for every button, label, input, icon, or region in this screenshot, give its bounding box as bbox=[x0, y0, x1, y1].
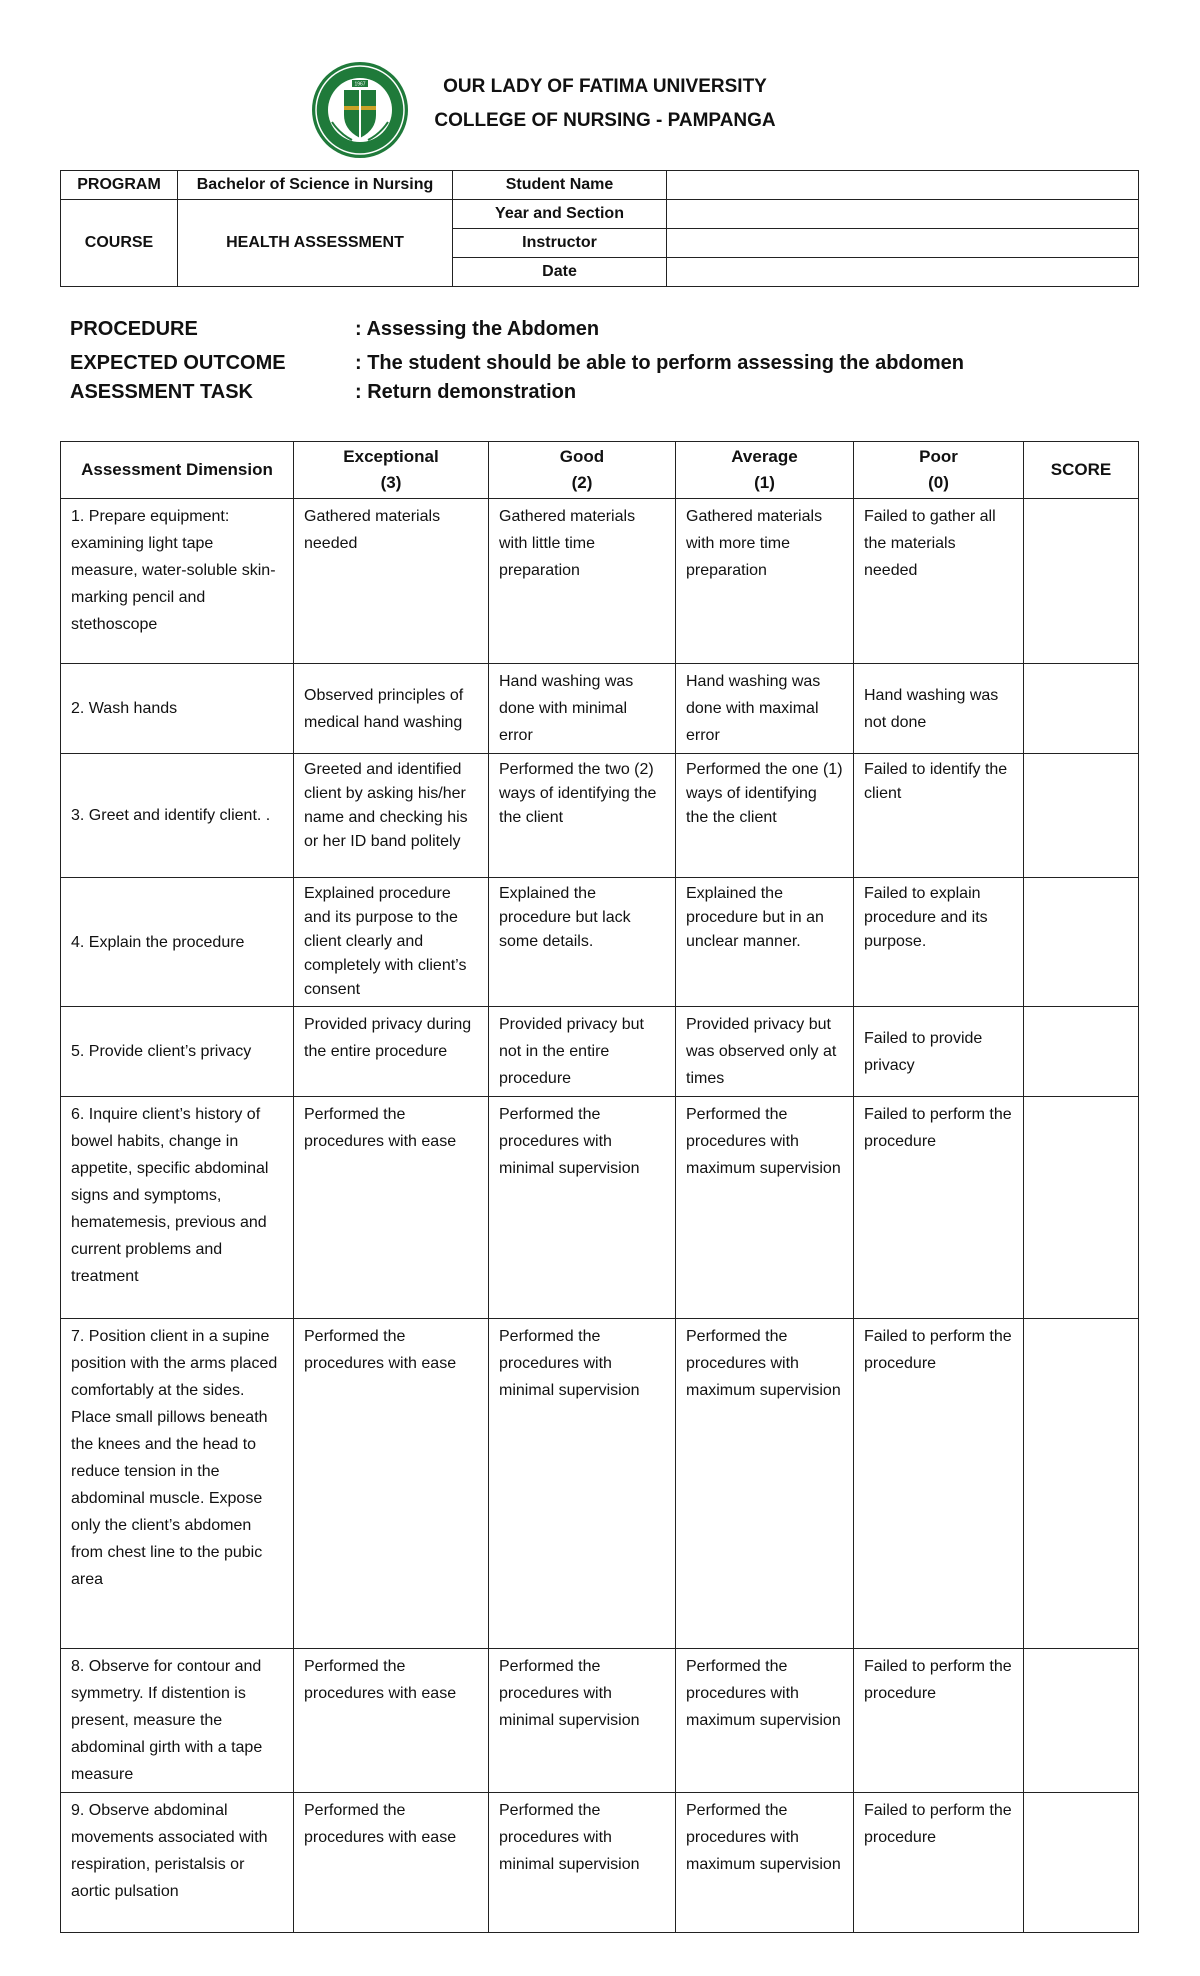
header-good-label: Good bbox=[559, 447, 605, 466]
row-8-dimension: 8. Observe for contour and symmetry. If distention is present, measure the abdominal girth with a tape measure bbox=[61, 1649, 294, 1793]
row-1-dimension: 1. Prepare equipment: examining light tape measure, water-soluble skin-marking pencil and stethoscope bbox=[61, 499, 294, 664]
header-good bbox=[489, 442, 676, 499]
procedure-value: : Assessing the Abdomen bbox=[355, 318, 600, 340]
row-8-average: Performed the procedures with maximum supervision bbox=[676, 1649, 854, 1793]
row-4-average: Explained the procedure but in an unclear manner. bbox=[676, 878, 854, 1007]
student-info-table bbox=[60, 170, 1139, 287]
row-2-dimension: 2. Wash hands bbox=[61, 664, 294, 754]
row-9-score[interactable] bbox=[1024, 1793, 1139, 1933]
row-2-score[interactable] bbox=[1024, 664, 1139, 754]
row-1-average: Gathered materials with more time preparation bbox=[676, 499, 854, 664]
rubric-table bbox=[60, 441, 1139, 1933]
header-poor bbox=[854, 442, 1024, 499]
row-9-average: Performed the procedures with maximum supervision bbox=[676, 1793, 854, 1933]
header-score: SCORE bbox=[1024, 442, 1139, 499]
row-5-dimension: 5. Provide client’s privacy bbox=[61, 1007, 294, 1097]
row-8-good: Performed the procedures with minimal supervision bbox=[489, 1649, 676, 1793]
row-5-average: Provided privacy but was observed only at times bbox=[676, 1007, 854, 1097]
date-label: Date bbox=[453, 258, 667, 287]
row-6-average: Performed the procedures with maximum supervision bbox=[676, 1097, 854, 1319]
institution-header bbox=[390, 70, 820, 138]
row-1-poor: Failed to gather all the materials needed bbox=[854, 499, 1024, 664]
row-1-exceptional: Gathered materials needed bbox=[294, 499, 489, 664]
header-average bbox=[676, 442, 854, 499]
header-average-points: (1) bbox=[754, 473, 775, 492]
assessment-task-label: ASESSMENT TASK bbox=[70, 381, 253, 403]
course-value: HEALTH ASSESSMENT bbox=[178, 200, 453, 287]
row-3-dimension: 3. Greet and identify client. . bbox=[61, 754, 294, 878]
rubric-row-3 bbox=[61, 754, 1139, 878]
student-name-label: Student Name bbox=[453, 171, 667, 200]
logo-year: 1967 bbox=[354, 81, 366, 88]
row-6-good: Performed the procedures with minimal supervision bbox=[489, 1097, 676, 1319]
row-5-exceptional: Provided privacy during the entire procedure bbox=[294, 1007, 489, 1097]
instructor-field[interactable] bbox=[667, 229, 1139, 258]
row-9-dimension: 9. Observe abdominal movements associated with respiration, peristalsis or aortic pulsation bbox=[61, 1793, 294, 1933]
instructor-label: Instructor bbox=[453, 229, 667, 258]
row-6-score[interactable] bbox=[1024, 1097, 1139, 1319]
row-2-exceptional: Observed principles of medical hand washing bbox=[294, 664, 489, 754]
row-3-score[interactable] bbox=[1024, 754, 1139, 878]
row-3-poor: Failed to identify the client bbox=[854, 754, 1024, 878]
row-7-good: Performed the procedures with minimal supervision bbox=[489, 1319, 676, 1649]
row-1-score[interactable] bbox=[1024, 499, 1139, 664]
row-9-good: Performed the procedures with minimal supervision bbox=[489, 1793, 676, 1933]
row-6-exceptional: Performed the procedures with ease bbox=[294, 1097, 489, 1319]
row-2-average: Hand washing was done with maximal error bbox=[676, 664, 854, 754]
header-poor-points: (0) bbox=[928, 473, 949, 492]
header-good-points: (2) bbox=[571, 473, 593, 492]
row-8-exceptional: Performed the procedures with ease bbox=[294, 1649, 489, 1793]
row-5-good: Provided privacy but not in the entire procedure bbox=[489, 1007, 676, 1097]
rubric-row-7 bbox=[61, 1319, 1139, 1649]
row-7-exceptional: Performed the procedures with ease bbox=[294, 1319, 489, 1649]
expected-outcome-value: : The student should be able to perform assessing the abdomen bbox=[355, 352, 964, 374]
header-exceptional-points: (3) bbox=[380, 473, 402, 492]
row-8-poor: Failed to perform the procedure bbox=[854, 1649, 1024, 1793]
row-6-poor: Failed to perform the procedure bbox=[854, 1097, 1024, 1319]
header-dimension: Assessment Dimension bbox=[61, 442, 294, 499]
row-2-good: Hand washing was done with minimal error bbox=[489, 664, 676, 754]
expected-outcome-label: EXPECTED OUTCOME bbox=[70, 352, 286, 374]
rubric-row-2 bbox=[61, 664, 1139, 754]
row-3-average: Performed the one (1) ways of identifying the the client bbox=[676, 754, 854, 878]
row-9-exceptional: Performed the procedures with ease bbox=[294, 1793, 489, 1933]
row-3-exceptional: Greeted and identified client by asking his/her name and checking his or her ID band politely bbox=[294, 754, 489, 878]
row-4-dimension: 4. Explain the procedure bbox=[61, 878, 294, 1007]
course-label: COURSE bbox=[61, 200, 178, 287]
row-5-poor: Failed to provide privacy bbox=[854, 1007, 1024, 1097]
program-label: PROGRAM bbox=[61, 171, 178, 200]
row-4-exceptional: Explained procedure and its purpose to the client clearly and completely with client’s consent bbox=[294, 878, 489, 1007]
row-7-poor: Failed to perform the procedure bbox=[854, 1319, 1024, 1649]
row-3-good: Performed the two (2) ways of identifying the the client bbox=[489, 754, 676, 878]
rubric-header-row bbox=[61, 442, 1139, 499]
row-4-good: Explained the procedure but lack some details. bbox=[489, 878, 676, 1007]
student-name-field[interactable] bbox=[667, 171, 1139, 200]
row-1-good: Gathered materials with little time preparation bbox=[489, 499, 676, 664]
header-poor-label: Poor bbox=[919, 447, 958, 466]
header-exceptional-label: Exceptional bbox=[343, 447, 439, 466]
row-9-poor: Failed to perform the procedure bbox=[854, 1793, 1024, 1933]
rubric-row-4 bbox=[61, 878, 1139, 1007]
row-7-dimension: 7. Position client in a supine position with the arms placed comfortably at the sides. Place small pillows beneath the knees and the head to reduce tension in the abdominal muscle. Expose only the client’s abdomen from chest line to the pubic area bbox=[61, 1319, 294, 1649]
date-field[interactable] bbox=[667, 258, 1139, 287]
rubric-row-8 bbox=[61, 1649, 1139, 1793]
program-value: Bachelor of Science in Nursing bbox=[178, 171, 453, 200]
row-4-poor: Failed to explain procedure and its purpose. bbox=[854, 878, 1024, 1007]
rubric-row-9 bbox=[61, 1793, 1139, 1933]
rubric-row-1 bbox=[61, 499, 1139, 664]
header-exceptional bbox=[294, 442, 489, 499]
university-name: OUR LADY OF FATIMA UNIVERSITY bbox=[443, 76, 767, 97]
row-2-poor: Hand washing was not done bbox=[854, 664, 1024, 754]
header-average-label: Average bbox=[731, 447, 798, 466]
row-8-score[interactable] bbox=[1024, 1649, 1139, 1793]
row-4-score[interactable] bbox=[1024, 878, 1139, 1007]
year-section-field[interactable] bbox=[667, 200, 1139, 229]
assessment-task-value: : Return demonstration bbox=[355, 381, 577, 403]
row-6-dimension: 6. Inquire client’s history of bowel habits, change in appetite, specific abdominal signs and symptoms, hematemesis, previous and current problems and treatment bbox=[61, 1097, 294, 1319]
row-7-score[interactable] bbox=[1024, 1319, 1139, 1649]
rubric-row-5 bbox=[61, 1007, 1139, 1097]
college-name: COLLEGE OF NURSING - PAMPANGA bbox=[434, 110, 776, 131]
rubric-row-6 bbox=[61, 1097, 1139, 1319]
row-7-average: Performed the procedures with maximum supervision bbox=[676, 1319, 854, 1649]
year-section-label: Year and Section bbox=[453, 200, 667, 229]
row-5-score[interactable] bbox=[1024, 1007, 1139, 1097]
procedure-label: PROCEDURE bbox=[70, 318, 198, 340]
